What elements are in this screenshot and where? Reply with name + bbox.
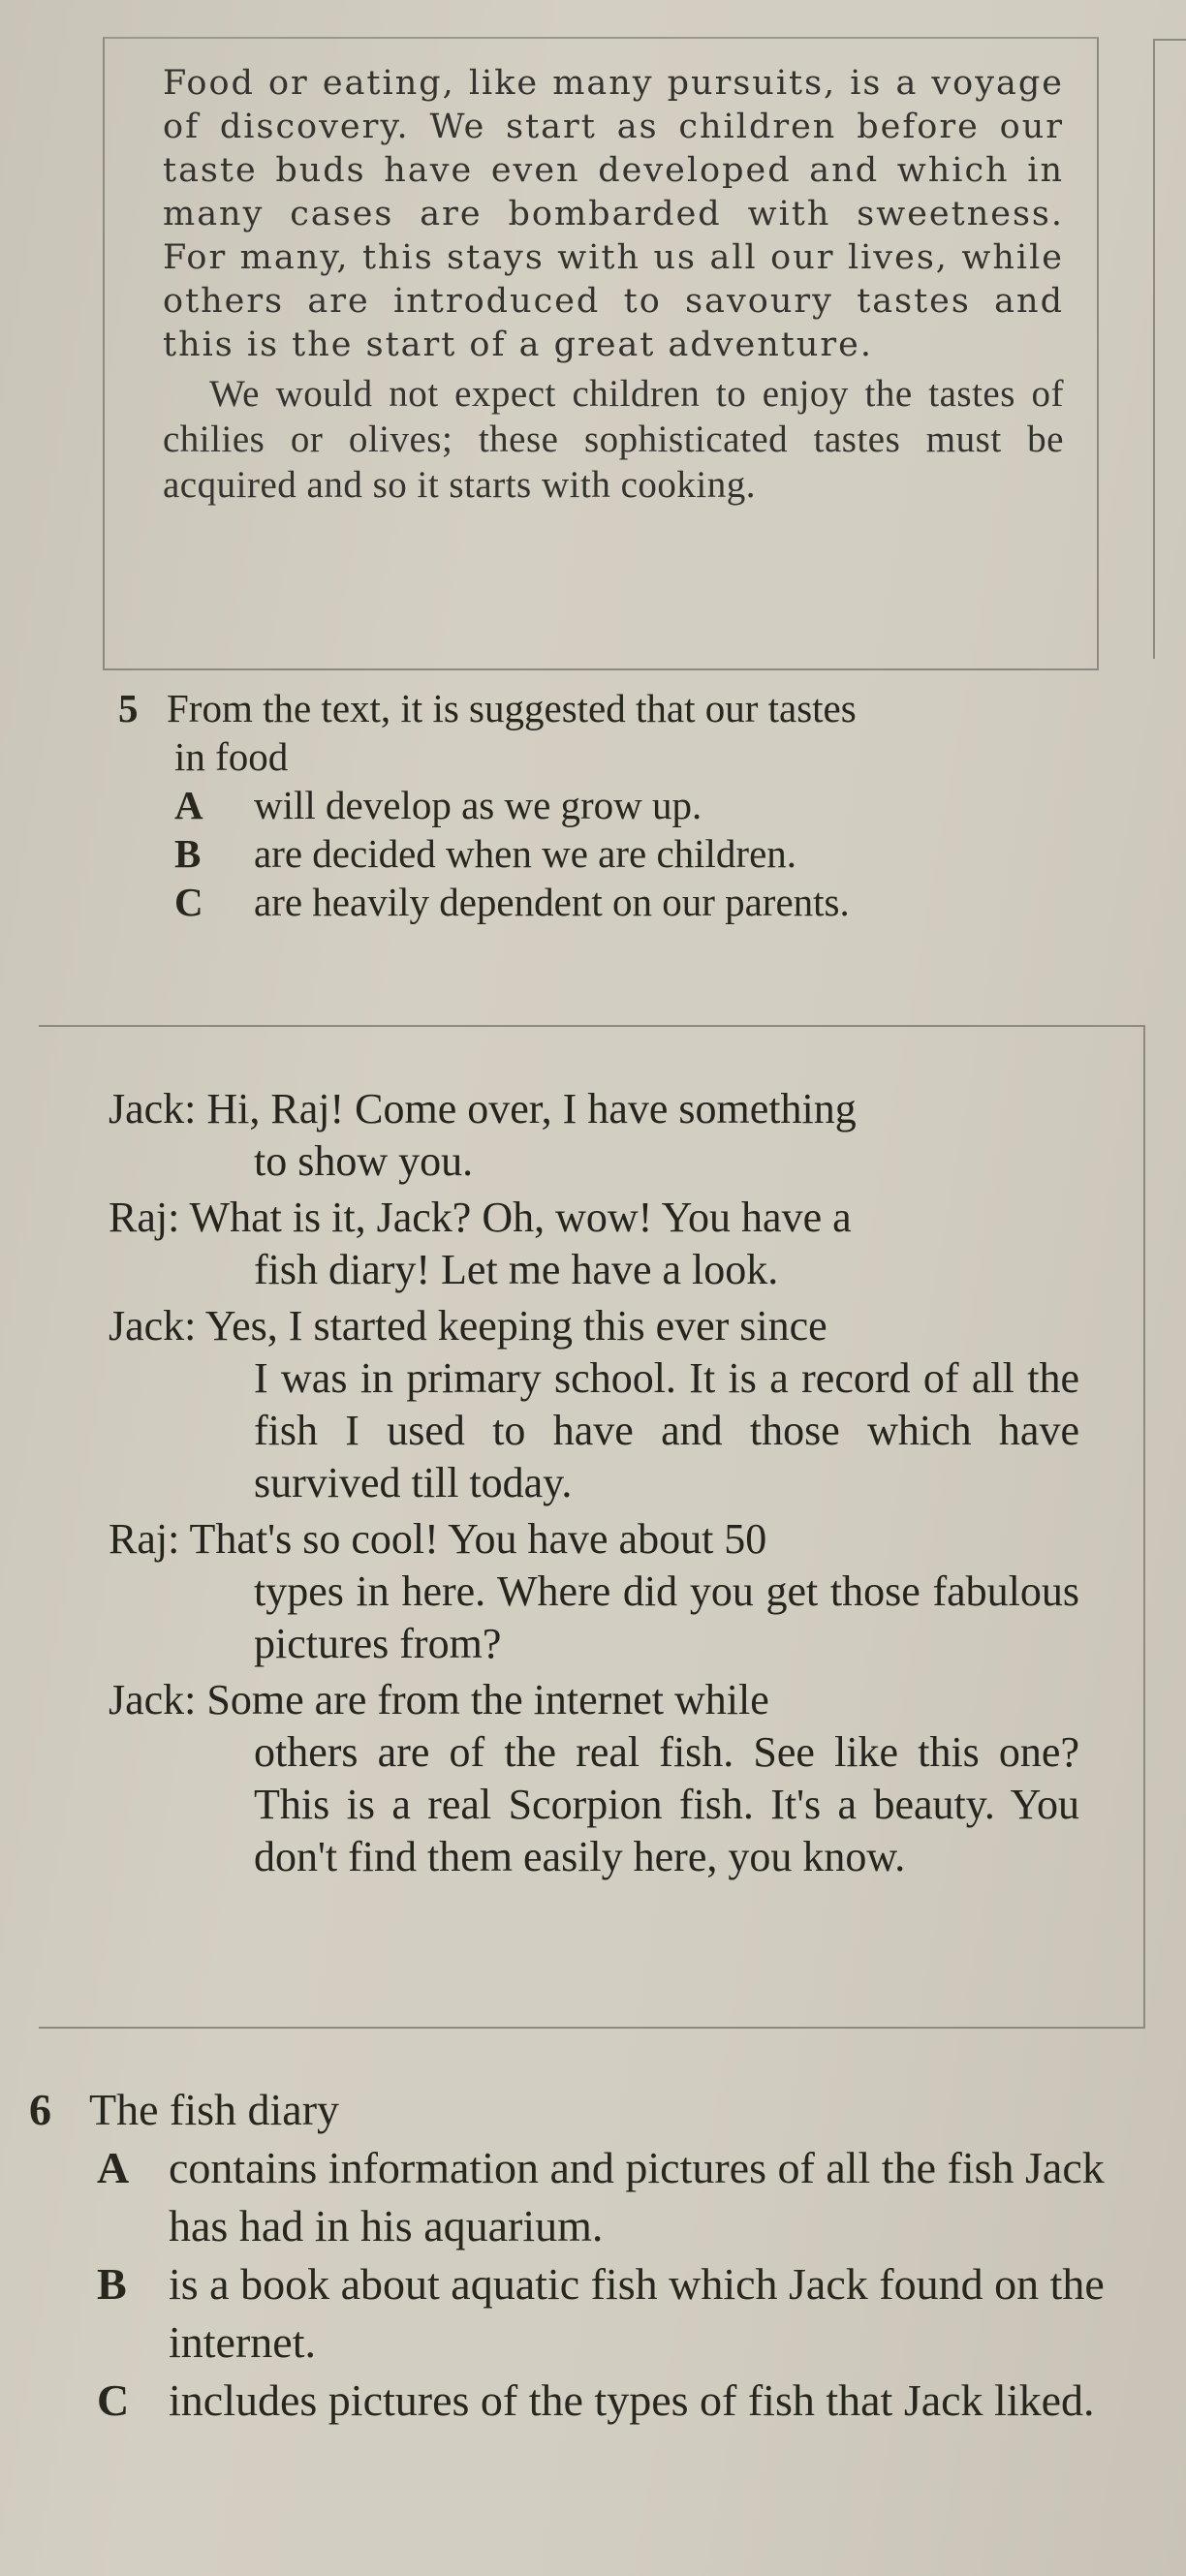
speaker-name: Jack: (109, 1676, 197, 1723)
option-letter: A (97, 2143, 130, 2192)
answer-option-a[interactable] (97, 2139, 1153, 2255)
dialogue-line-continued: to show you. (254, 1137, 474, 1185)
dialogue-line-continued: fish diary! Let me have a look. (254, 1246, 779, 1293)
speaker-name: Jack: (109, 1302, 197, 1350)
dialogue-line-continued: types in here. Where did you get those fabulous pictures from? (254, 1567, 1079, 1667)
dialogue-line-continued: others are of the real fish. See like this one? This is a real Scorpion fish. It's a beauty. You don't find them easily here, you know. (254, 1728, 1079, 1880)
dialogue-line: What is it, Jack? Oh, wow! You have a (189, 1194, 852, 1241)
food-passage (163, 62, 1064, 508)
dialogue-line: Some are from the internet while (206, 1676, 769, 1723)
question-6 (29, 2081, 1153, 2430)
passage-paragraph: We would not expect children to enjoy the tastes of chilies or olives; these sophisticated tastes must be acquired and so it starts with cooking. (163, 373, 1064, 506)
speaker-name: Jack: (109, 1085, 197, 1133)
question-number: 5 (118, 686, 139, 730)
question-stem-text: The fish diary (89, 2085, 340, 2134)
option-text: are heavily dependent on our parents. (254, 880, 850, 924)
option-text: includes pictures of the types of fish that Jack liked. (169, 2375, 1095, 2425)
option-letter: C (97, 2375, 130, 2425)
dialogue-line: Hi, Raj! Come over, I have something (206, 1085, 857, 1133)
dialogue-turn (109, 1513, 1079, 1670)
page-edge-line (1153, 39, 1186, 41)
dialogue-passage (109, 1083, 1079, 1887)
option-text: contains information and pictures of all the fish Jack has had in his aquarium. (169, 2143, 1105, 2250)
option-letter: A (174, 783, 203, 827)
question-stem-continued: in food (174, 734, 289, 779)
dialogue-line: That's so cool! You have about 50 (189, 1515, 767, 1563)
dialogue-line: Yes, I started keeping this ever since (204, 1302, 827, 1350)
option-text: is a book about aquatic fish which Jack found on the internet. (169, 2259, 1105, 2367)
question-number: 6 (29, 2085, 51, 2134)
option-letter: C (174, 880, 203, 924)
answer-option-b[interactable] (97, 2255, 1153, 2372)
dialogue-turn (109, 1083, 1079, 1188)
question-stem (118, 684, 1126, 732)
option-text: are decided when we are children. (254, 831, 797, 876)
answer-option-b[interactable] (174, 829, 1126, 878)
answer-option-c[interactable] (174, 878, 1126, 926)
question-5 (118, 684, 1126, 926)
answer-option-c[interactable] (97, 2372, 1153, 2430)
dialogue-turn (109, 1192, 1079, 1296)
option-letter: B (174, 831, 202, 876)
dialogue-turn (109, 1674, 1079, 1883)
passage-paragraph: Food or eating, like many pursuits, is a voyage of discovery. We start as children before our taste buds have even developed and which in many cases are bombarded with sweetness. For many, this stays with us all our lives, while others are introduced to savoury tastes and this is the start of a great adventure. (163, 64, 1064, 364)
speaker-name: Raj: (109, 1515, 180, 1563)
option-text: will develop as we grow up. (254, 783, 702, 827)
question-stem (29, 2081, 1153, 2139)
question-stem-text: From the text, it is suggested that our tastes (167, 686, 857, 730)
dialogue-turn (109, 1300, 1079, 1509)
page-edge-line (1153, 39, 1155, 659)
answer-option-a[interactable] (174, 781, 1126, 829)
dialogue-line-continued: I was in primary school. It is a record of all the fish I used to have and those which have survived till today. (254, 1354, 1079, 1506)
speaker-name: Raj: (109, 1194, 180, 1241)
option-letter: B (97, 2259, 127, 2309)
